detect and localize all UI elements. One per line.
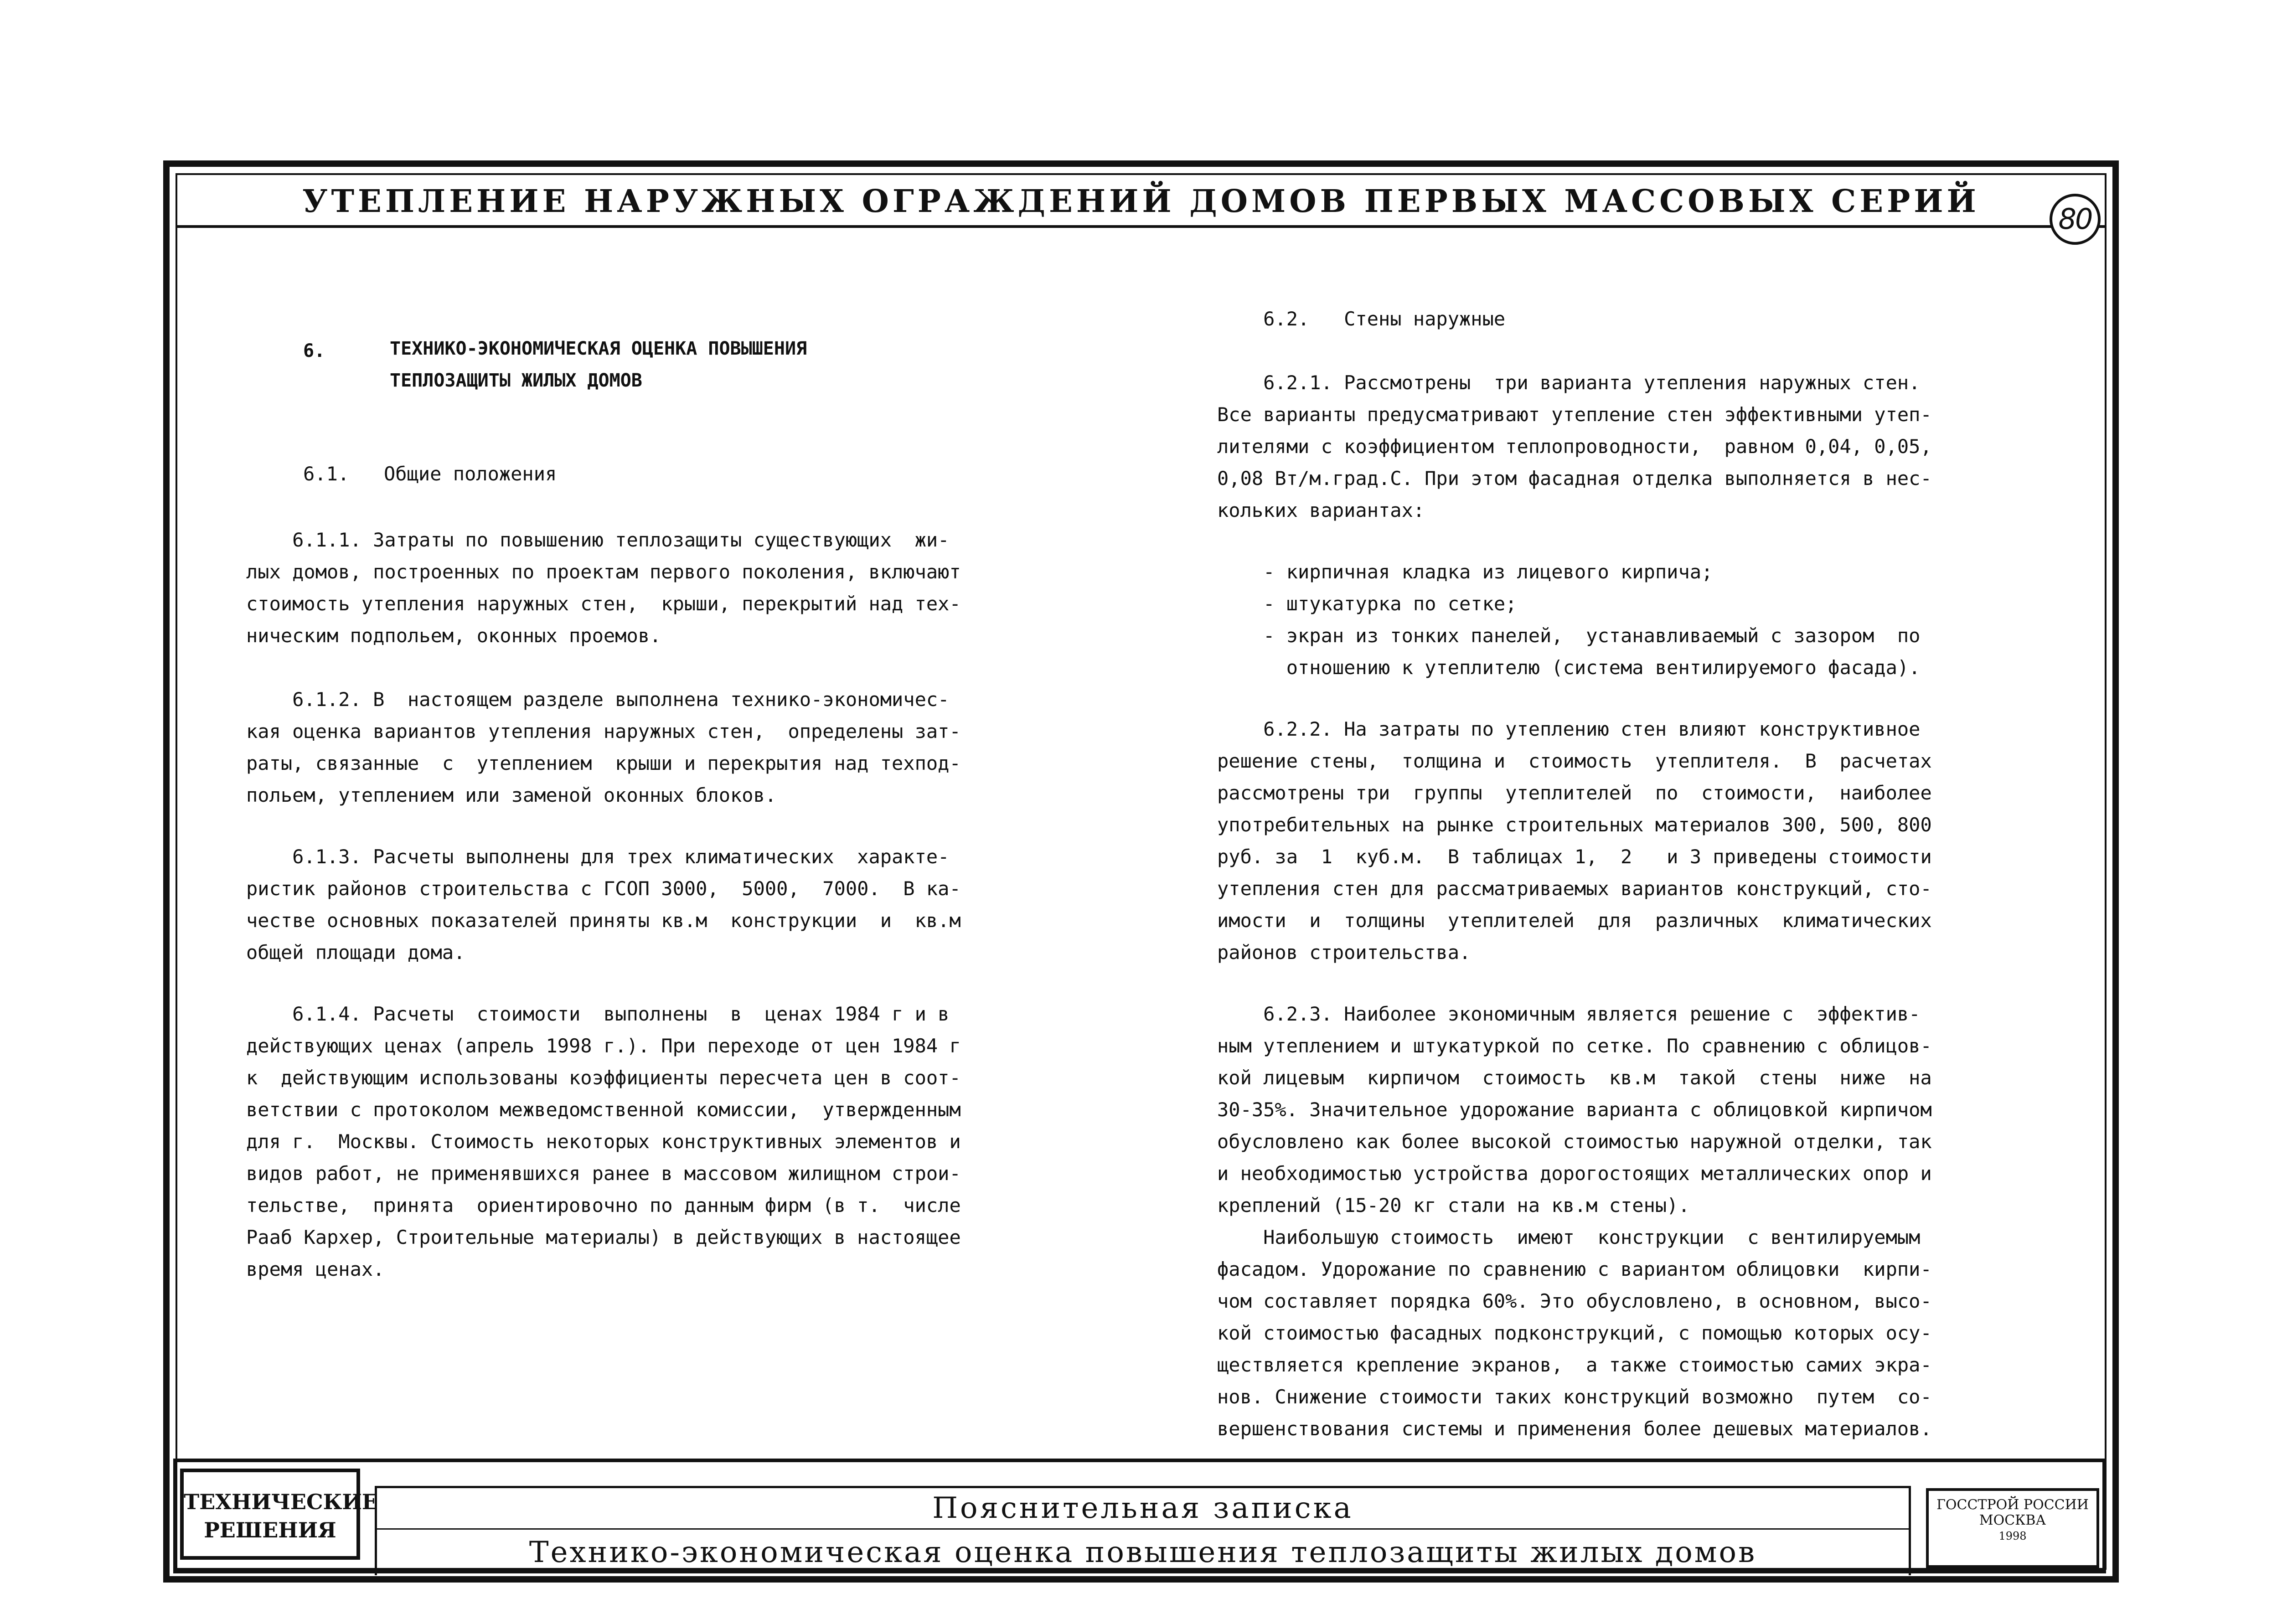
text-line: стоимость утепления наружных стен, крыши, перекрытий над тех-	[246, 593, 961, 615]
text-line: обусловлено как более высокой стоимостью наружной отделки, так	[1217, 1130, 1932, 1153]
text-line: имости и толщины утеплителей для различных климатических	[1217, 909, 1932, 932]
stamp-right-line2: МОСКВА	[1979, 1512, 2046, 1528]
subsection-6-1-title: 6.1. Общие положения	[303, 463, 557, 485]
text-line: районов строительства.	[1217, 941, 1471, 964]
list-item: - штукатурка по сетке;	[1217, 593, 1517, 615]
text-line: действующих ценах (апрель 1998 г.). При переходе от цен 1984 г	[246, 1035, 961, 1057]
text-line: ным утеплением и штукатуркой по сетке. По сравнению с облицов-	[1217, 1035, 1932, 1057]
text-line: кая оценка вариантов утепления наружных стен, определены зат-	[246, 720, 961, 742]
text-line: 6.1.2. В настоящем разделе выполнена технико-экономичес-	[246, 688, 950, 711]
text-line: лителями с коэффициентом теплопроводности, равном 0,04, 0,05,	[1217, 435, 1932, 458]
text-line: 6.2.3. Наиболее экономичным является решение с эффектив-	[1217, 1003, 1921, 1025]
text-line: кольких вариантах:	[1217, 499, 1425, 521]
text-line: вершенствования системы и применения более дешевых материалов.	[1217, 1418, 1932, 1440]
stamp-publisher	[1926, 1488, 2099, 1568]
text-line: 6.1.3. Расчеты выполнены для трех климатических характе-	[246, 846, 950, 868]
text-line: 6.1.4. Расчеты стоимости выполнены в ценах 1984 г и в	[246, 1003, 950, 1025]
text-line: и необходимостью устройства дорогостоящих металлических опор и	[1217, 1162, 1932, 1185]
text-line: 30-35%. Значительное удорожание варианта с облицовкой кирпичом	[1217, 1098, 1932, 1121]
text-line: Все варианты предусматривают утепление стен эффективными утеп-	[1217, 403, 1932, 426]
text-line: чом составляет порядка 60%. Это обусловлено, в основном, высо-	[1217, 1290, 1932, 1312]
text-line: лых домов, построенных по проектам первого поколения, включают	[246, 561, 961, 583]
section-title-line1: ТЕХНИКО-ЭКОНОМИЧЕСКАЯ ОЦЕНКА ПОВЫШЕНИЯ	[390, 338, 807, 359]
text-line: кой лицевым кирпичом стоимость кв.м такой стены ниже на	[1217, 1067, 1932, 1089]
text-line: 6.1.1. Затраты по повышению теплозащиты существующих жи-	[246, 529, 950, 551]
text-line: ристик районов строительства с ГСОП 3000, 5000, 7000. В ка-	[246, 877, 961, 900]
stamp-right-line3: 1998	[1998, 1530, 2027, 1542]
text-line: к действующим использованы коэффициенты пересчета цен в соот-	[246, 1067, 961, 1089]
stamp-left-line1: ТЕХНИЧЕСКИЕ	[184, 1490, 378, 1514]
subsection-6-2-title: 6.2. Стены наружные	[1217, 308, 1506, 330]
text-line: употребительных на рынке строительных материалов 300, 500, 800	[1217, 814, 1932, 836]
section-title-line2: ТЕПЛОЗАЩИТЫ ЖИЛЫХ ДОМОВ	[390, 370, 642, 391]
text-line: руб. за 1 куб.м. В таблицах 1, 2 и 3 приведены стоимости	[1217, 846, 1932, 868]
text-line: видов работ, не применявшихся ранее в массовом жилищном строи-	[246, 1162, 961, 1185]
text-line: 0,08 Вт/м.град.С. При этом фасадная отделка выполняется в нес-	[1217, 467, 1932, 490]
text-line: ническим подпольем, оконных проемов.	[246, 624, 661, 647]
title-band	[176, 173, 2107, 228]
text-line: ветствии с протоколом межведомственной комиссии, утвержденным	[246, 1098, 961, 1121]
section-number: 6.	[303, 340, 325, 361]
page-title: УТЕПЛЕНИЕ НАРУЖНЫХ ОГРАЖДЕНИЙ ДОМОВ ПЕРВЫХ МАССОВЫХ СЕРИЙ	[302, 183, 1980, 220]
list-item: отношению к утеплителю (система вентилируемого фасада).	[1217, 656, 1921, 679]
stamp-technical-solutions	[180, 1469, 378, 1560]
text-line: фасадом. Удорожание по сравнению с вариантом облицовки кирпи-	[1217, 1258, 1932, 1280]
text-line: кой стоимостью фасадных подконструкций, с помощью которых осу-	[1217, 1322, 1932, 1344]
text-line: Наибольшую стоимость имеют конструкции с вентилируемым	[1217, 1226, 1921, 1248]
text-line: для г. Москвы. Стоимость некоторых конструктивных элементов и	[246, 1130, 961, 1153]
stamp-right-line1: ГОССТРОЙ РОССИИ	[1936, 1497, 2089, 1513]
list-item: - кирпичная кладка из лицевого кирпича;	[1217, 561, 1713, 583]
text-line: нов. Снижение стоимости таких конструкций возможно путем со-	[1217, 1386, 1932, 1408]
text-line: рассмотрены три группы утеплителей по стоимости, наиболее	[1217, 782, 1932, 804]
text-line: раты, связанные с утеплением крыши и перекрытия над техпод-	[246, 752, 961, 774]
stamp-document-title: Технико-экономическая оценка повышения теплозащиты жилых домов	[375, 1530, 1911, 1575]
text-line: 6.2.2. На затраты по утеплению стен влияют конструктивное	[1217, 718, 1921, 740]
text-line: честве основных показателей приняты кв.м конструкции и кв.м	[246, 909, 961, 932]
text-line: ществляется крепление экранов, а также стоимостью самих экра-	[1217, 1354, 1932, 1376]
text-line: польем, утеплением или заменой оконных блоков.	[246, 784, 777, 806]
list-item: - экран из тонких панелей, устанавливаемый с зазором по	[1217, 624, 1921, 647]
text-line: 6.2.1. Рассмотрены три варианта утепления наружных стен.	[1217, 371, 1921, 394]
text-line: общей площади дома.	[246, 941, 465, 964]
stamp-left-line2: РЕШЕНИЯ	[204, 1518, 336, 1542]
text-line: тельстве, принята ориентировочно по данным фирм (в т. числе	[246, 1194, 961, 1217]
text-line: время ценах.	[246, 1258, 385, 1280]
text-line: утепления стен для рассматриваемых вариантов конструкций, сто-	[1217, 877, 1932, 900]
text-line: креплений (15-20 кг стали на кв.м стены).	[1217, 1194, 1690, 1217]
stamp-document-type: Пояснительная записка	[375, 1486, 1911, 1530]
text-line: решение стены, толщина и стоимость утеплителя. В расчетах	[1217, 750, 1932, 772]
text-line: Рааб Кархер, Строительные материалы) в действующих в настоящее	[246, 1226, 961, 1248]
page-number: 80	[2050, 194, 2101, 245]
